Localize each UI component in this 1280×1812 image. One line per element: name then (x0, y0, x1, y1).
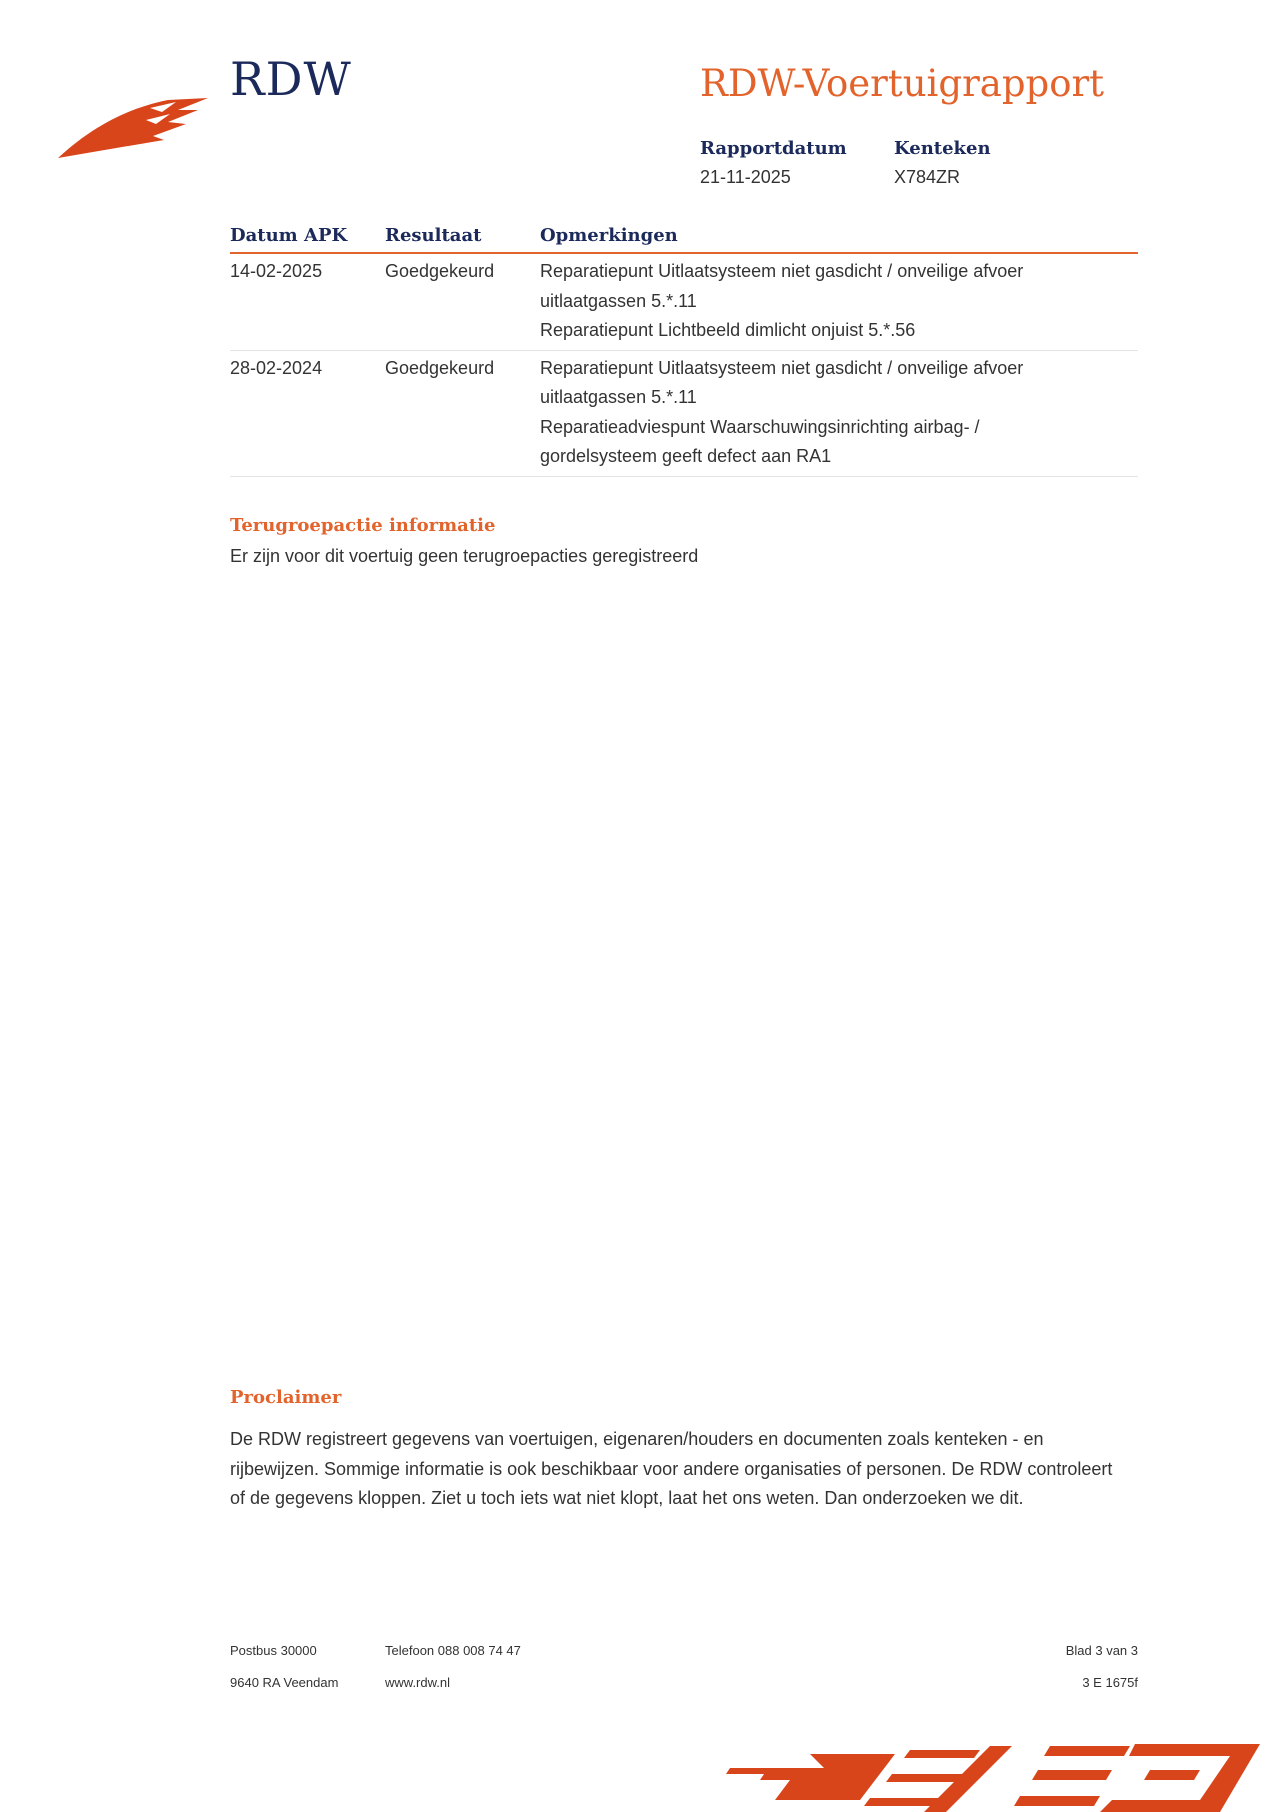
recall-section-title: Terugroepactie informatie (230, 515, 496, 536)
apk-date: 28-02-2024 (230, 357, 323, 378)
apk-remarks (540, 354, 1100, 472)
brand-logo-text: RDW (230, 52, 352, 106)
footer-city: 9640 RA Veendam (230, 1675, 339, 1690)
license-plate-value: X784ZR (894, 167, 961, 187)
document-title: RDW-Voertuigrapport (700, 62, 1105, 105)
remark-item: Reparatieadviespunt Waarschuwingsinrichting airbag- / gordelsysteem geeft defect aan RA1 (540, 416, 980, 466)
proclaimer-title: Proclaimer (230, 1387, 342, 1408)
table-header (230, 225, 1138, 254)
remark-item: Reparatiepunt Uitlaatsysteem niet gasdicht / onveilige afvoer uitlaatgassen 5.*.11 (540, 261, 1024, 311)
header-result: Resultaat (385, 225, 482, 246)
table-row (230, 351, 1138, 477)
footer-page-number: Blad 3 van 3 (1065, 1643, 1138, 1658)
decorative-stripes-icon (720, 1740, 1280, 1812)
report-date-value: 21-11-2025 (700, 167, 791, 187)
footer-website: www.rdw.nl (385, 1675, 451, 1690)
table-row (230, 254, 1138, 351)
footer-document-code: 3 E 1675f (1082, 1675, 1138, 1690)
license-plate-label: Kenteken (894, 138, 991, 159)
report-date-label: Rapportdatum (700, 138, 847, 159)
proclaimer-text: De RDW registreert gegevens van voertuigen, eigenaren/houders en documenten zoals kenteken - en rijbewijzen. Sommige informatie is ook beschikbaar voor andere organisaties of personen. De RDW controleert of de gegevens kloppen. Ziet u toch iets wat niet klopt, laat het ons weten. Dan onderzoeken we dit. (230, 1429, 1113, 1508)
header-remarks: Opmerkingen (540, 225, 678, 246)
remark-item: Reparatiepunt Lichtbeeld dimlicht onjuist 5.*.56 (540, 320, 916, 340)
footer-phone: Telefoon 088 008 74 47 (385, 1643, 521, 1658)
remark-item: Reparatiepunt Uitlaatsysteem niet gasdicht / onveilige afvoer uitlaatgassen 5.*.11 (540, 357, 1024, 407)
footer-postbus: Postbus 30000 (230, 1643, 317, 1658)
apk-result: Goedgekeurd (385, 261, 495, 281)
recall-section-text: Er zijn voor dit voertuig geen terugroepacties geregistreerd (230, 546, 699, 566)
header-date-apk: Datum APK (230, 225, 348, 246)
apk-table (230, 225, 1138, 477)
rdw-logo-icon (58, 80, 208, 160)
apk-result: Goedgekeurd (385, 357, 495, 378)
apk-remarks (540, 257, 1100, 346)
apk-date: 14-02-2025 (230, 261, 323, 281)
